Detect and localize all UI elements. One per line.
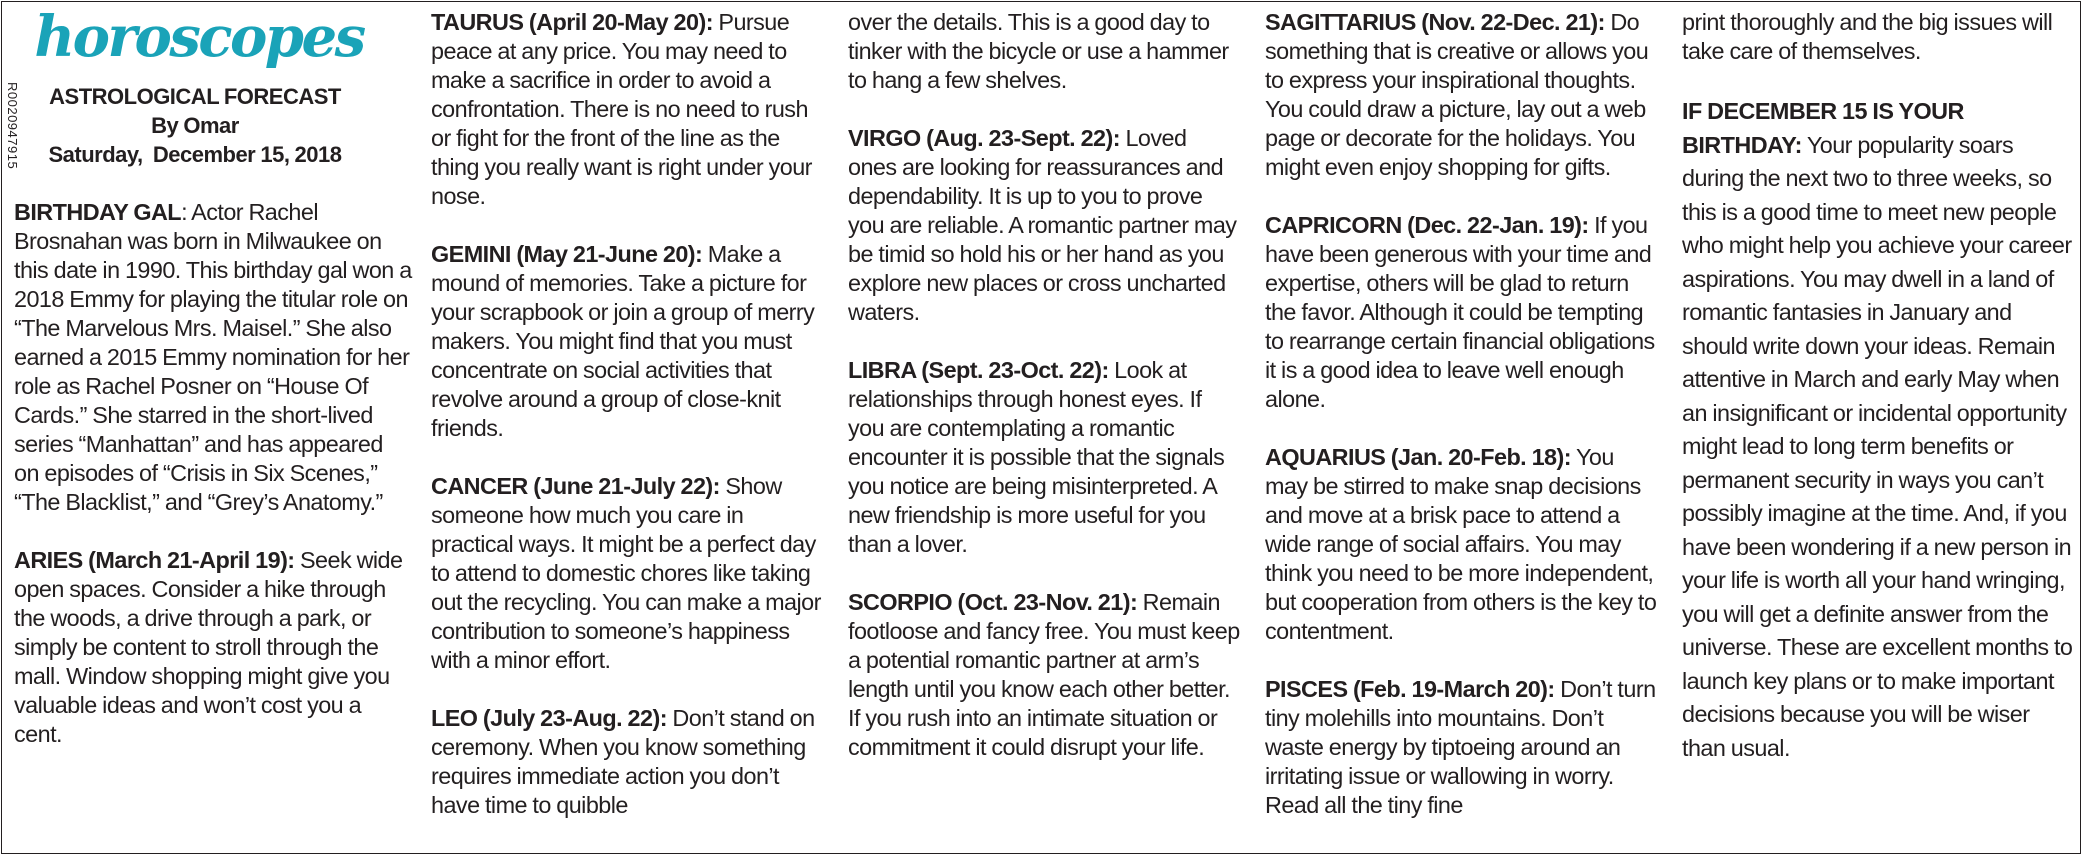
masthead <box>14 2 376 169</box>
sign-text-continued: over the details. This is a good day to tinker with the bicycle or use a hammer to hang a few shelves. <box>848 9 1229 93</box>
sign-leo-part1 <box>431 704 825 820</box>
sign-text: You may be stirred to make snap decisions and move at a brisk pace to attend a wide range of social affairs. You may think you need to be more independent, but cooperation from others is the key to contentment. <box>1265 444 1657 644</box>
sign-text: Look at relationships through honest eyes. If you are contemplating a romantic encounter it is possible that the signals you notice are being misinterpreted. A new friendship is more useful for you than a lover. <box>848 357 1225 557</box>
sign-heading: LEO (July 23-Aug. 22): <box>431 705 667 731</box>
birthday-gal-paragraph <box>14 198 412 517</box>
sign-text: Pursue peace at any price. You may need to make a sacrifice in order to avoid a confrontation. There is no need to rush or fight for the front of the line as the thing you really want is right under your nose. <box>431 9 812 209</box>
sign-heading: VIRGO (Aug. 23-Sept. 22): <box>848 125 1120 151</box>
sign-heading: GEMINI (May 21-June 20): <box>431 241 703 267</box>
side-code: R0020947915 <box>5 82 20 170</box>
sign-text: Show someone how much you care in practical ways. It might be a perfect day to attend to domestic chores like taking out the recycling. You can make a major contribution to someone’s happiness with a minor effort. <box>431 473 821 673</box>
column-5 <box>1682 8 2074 765</box>
byline: By Omar <box>151 113 239 138</box>
column-2 <box>431 8 825 820</box>
sign-text: Do something that is creative or allows you to express your inspirational thoughts. You could draw a picture, lay out a web page or decorate for the holidays. You might even enjoy shopping for gifts. <box>1265 9 1649 180</box>
sign-taurus <box>431 8 825 211</box>
sign-gemini <box>431 240 825 443</box>
sign-aquarius <box>1265 443 1661 646</box>
sign-virgo <box>848 124 1240 327</box>
sign-libra <box>848 356 1240 559</box>
subtitle: ASTROLOGICAL FORECAST <box>49 84 341 109</box>
sign-leo-part2 <box>848 8 1240 95</box>
sign-text: If you have been generous with your time and expertise, others will be glad to return the favor. Although it could be tempting to rearrange certain financial obligations it is a good idea to leave well enough alone. <box>1265 212 1655 412</box>
sign-text: Don’t stand on ceremony. When you know something requires immediate action you don’t have time to quibble <box>431 705 815 818</box>
sign-heading: LIBRA (Sept. 23-Oct. 22): <box>848 357 1109 383</box>
sign-text: Don’t turn tiny molehills into mountains. Don’t waste energy by tiptoeing around an irritating issue or wallowing in worry. Read all the tiny fine <box>1265 676 1656 818</box>
sign-heading: SAGITTARIUS (Nov. 22-Dec. 21): <box>1265 9 1605 35</box>
sign-pisces-part1 <box>1265 675 1661 820</box>
column-1 <box>14 4 412 778</box>
birthday-gal-text: : Actor Rachel Brosnahan was born in Milwaukee on this date in 1990. This birthday gal won a 2018 Emmy for playing the titular role on “The Marvelous Mrs. Maisel.” She also earned a 2015 Emmy nomination for her role as Rachel Posner on “House Of Cards.” She starred in the short-lived series “Manhattan” and has appeared on episodes of “Crisis in Six Scenes,” “The Blacklist,” and “Grey’s Anatomy.” <box>14 199 412 515</box>
sign-pisces-part2 <box>1682 8 2074 66</box>
sign-scorpio <box>848 588 1240 762</box>
sign-heading: SCORPIO (Oct. 23-Nov. 21): <box>848 589 1138 615</box>
birthday-forecast-heading: IF DECEMBER 15 IS YOUR BIRTHDAY: <box>1682 98 1964 158</box>
birthday-forecast-text: Your popularity soars during the next two to three weeks, so this is a good time to meet new people who might help you achieve your career aspirations. You may dwell in a land of romantic fantasies in January and should write down your ideas. Remain attentive in March and early May when an insignificant or incidental opportunity might lead to long term benefits or permanent security in ways you can’t possibly imagine at the time. And, if you have been wondering if a new person in your life is worth all your hand wringing, you will get a definite answer from the universe. These are excellent months to launch key plans or to make important decisions because you will be wiser than usual. <box>1682 131 2073 761</box>
sign-cancer <box>431 472 825 675</box>
column-4 <box>1265 8 1661 820</box>
sign-heading: ARIES (March 21-April 19): <box>14 547 295 573</box>
sign-heading: TAURUS (April 20-May 20): <box>431 9 713 35</box>
birthday-forecast <box>1682 95 2074 765</box>
brand-logo: horoscopes <box>34 4 364 70</box>
birthday-gal-heading: BIRTHDAY GAL <box>14 199 182 225</box>
sign-aries <box>14 546 412 749</box>
sign-text: Remain footloose and fancy free. You must keep a potential romantic partner at arm’s length until you know each other better. If you rush into an intimate situation or commitment it could disrupt your life. <box>848 589 1240 760</box>
sign-heading: CANCER (June 21-July 22): <box>431 473 720 499</box>
column-3 <box>848 8 1240 791</box>
sign-text: Loved ones are looking for reassurances and dependability. It is up to you to prove you are reliable. A romantic partner may be timid so hold his or her hand as you explore new places or cross uncharted waters. <box>848 125 1237 325</box>
sign-heading: CAPRICORN (Dec. 22-Jan. 19): <box>1265 212 1589 238</box>
sign-text-continued: print thoroughly and the big issues will take care of themselves. <box>1682 9 2053 64</box>
horoscope-page <box>1 1 2081 854</box>
sign-capricorn <box>1265 211 1661 414</box>
date: Saturday, December 15, 2018 <box>48 142 342 167</box>
sign-heading: PISCES (Feb. 19-March 20): <box>1265 676 1555 702</box>
sign-text: Make a mound of memories. Take a picture for your scrapbook or join a group of merry makers. You might find that you must concentrate on social activities that revolve around a group of close-knit friends. <box>431 241 815 441</box>
sign-text: Seek wide open spaces. Consider a hike through the woods, a drive through a park, or simply be content to stroll through the mall. Window shopping might give you valuable ideas and won’t cost you a cent. <box>14 547 403 747</box>
sign-heading: AQUARIUS (Jan. 20-Feb. 18): <box>1265 444 1571 470</box>
sign-sagittarius <box>1265 8 1661 182</box>
